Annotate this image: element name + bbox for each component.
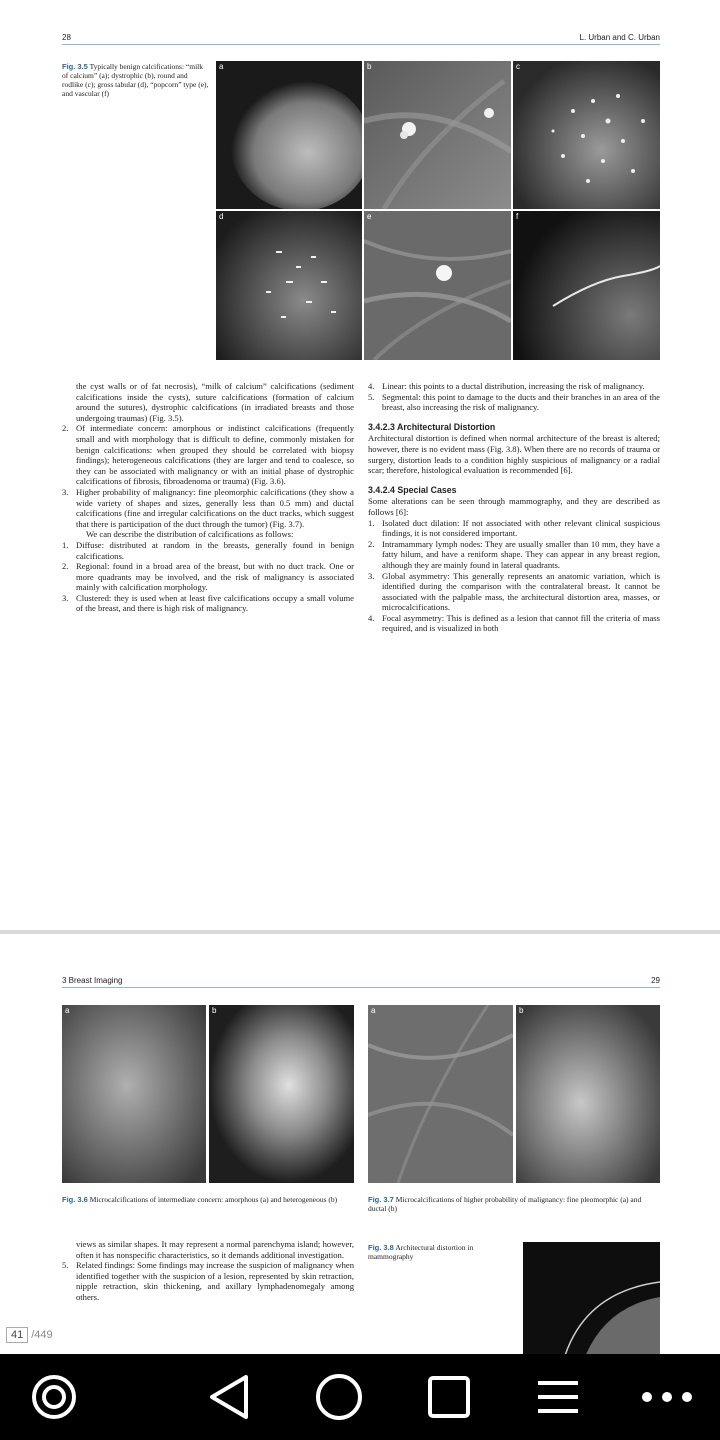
- list-item: 3. Global asymmetry: This generally represents an anatomic variation, which is identified during the comparison with the contralateral breast. It cannot be associated with the palpable mass, the architectural distortion area, masses, or microcalcifications.: [368, 570, 660, 613]
- mammogram-panel-3-7a: [368, 1005, 513, 1183]
- pdf-page-29: [0, 934, 720, 1354]
- home-icon: [313, 1371, 365, 1423]
- recents-icon: [423, 1371, 475, 1423]
- paragraph: Architectural distortion is defined when normal architecture of the breast is altered; however, there is no evident mass (Fig. 3.8). When there are no records of trauma or surgery, distortion leads to a condition highly suspicious of malignancy or a radial scar; therefore, histological evaluation is recommended [6].: [368, 433, 660, 476]
- figure-label: Fig. 3.8: [368, 1243, 394, 1252]
- more-button[interactable]: [637, 1367, 697, 1427]
- mammogram-image: [209, 1005, 354, 1183]
- list-item: 5. Segmental: this point to damage to the ducts and their branches in an area of the breast, also increasing the risk of malignancy.: [368, 391, 660, 413]
- panel-label: a: [371, 1006, 376, 1015]
- mammogram-image: [364, 61, 511, 209]
- section-heading: 3.4.2.4 Special Cases: [368, 484, 457, 495]
- mammogram-image: [368, 1005, 513, 1183]
- figure-label: Fig. 3.6: [62, 1195, 88, 1204]
- list-item: 5. Related findings: Some findings may increase the suspicion of malignancy when identified together with the suspicion of a lesion, represented by skin retraction, nipple retraction, skin thickening, and axillary lymphadenomegaly among others.: [62, 1260, 354, 1302]
- recents-button[interactable]: [419, 1367, 479, 1427]
- panel-label: a: [65, 1006, 70, 1015]
- mammogram-panel-3-8: [523, 1242, 660, 1354]
- panel-label: b: [367, 62, 372, 71]
- panel-label: a: [219, 62, 224, 71]
- mammogram-image: [216, 61, 362, 209]
- paragraph: the cyst walls or of fat necrosis), “milk of calcium” calcifications (sediment calcifications inside the cysts), suture calcifications (formation of calcium around the sutures), dystrophic calcifications (in irradiated breasts and those undergoing traumas) (Fig. 3.5).: [76, 381, 354, 423]
- mammogram-panel-e: [364, 211, 511, 360]
- figure-caption-text: Typically benign calcifications: “milk of calcium” (a); dystrophic (b), round and rodlike (c); gross tabular (d), “popcorn” type (e), and vascular (f): [62, 62, 209, 98]
- mammogram-panel-a: [216, 61, 362, 209]
- text-column-left: [62, 1239, 354, 1303]
- mammogram-panel-f: [513, 211, 660, 360]
- page-indicator[interactable]: [6, 1325, 53, 1345]
- running-header-authors: L. Urban and C. Urban: [579, 33, 660, 42]
- mammogram-image: [364, 211, 511, 360]
- list-item: 2. Regional: found in a broad area of the breast, but with no duct track. One or more quadrants may be involved, and the risk of malignancy is associated mainly with calcification morphology.: [62, 561, 354, 593]
- panel-label: d: [219, 212, 224, 221]
- navigation-bar: [0, 1354, 720, 1440]
- text-column-right: [368, 381, 660, 634]
- figure-caption: [368, 1243, 513, 1261]
- mammogram-panel-d: [216, 211, 362, 360]
- mammogram-panel-3-6a: [62, 1005, 206, 1183]
- mammogram-image: [513, 211, 660, 360]
- running-header-chapter: 3 Breast Imaging: [62, 976, 123, 985]
- back-icon: [204, 1371, 256, 1423]
- mammogram-panel-c: [513, 61, 660, 209]
- mammogram-image: [62, 1005, 206, 1183]
- mammogram-image: [523, 1242, 660, 1354]
- page-number: 29: [651, 976, 660, 985]
- menu-icon: [532, 1371, 584, 1423]
- figure-caption: [62, 62, 210, 98]
- home-button[interactable]: [309, 1367, 369, 1427]
- list-item: 2. Of intermediate concern: amorphous or indistinct calcifications (frequently small and with morphology that is difficult to define, commonly mistaken for benign calcifications: when grouped they should be correlated with biopsy findings); heterogeneous calcifications (they are larger and tend to coalesce, so they can be associated with malignancy or with an initial phase of dystrophic calcifications of fibrosis, fibroadenoma or trauma) (Fig. 3.6).: [62, 423, 354, 487]
- mammogram-panel-3-7b: [516, 1005, 660, 1183]
- figure-caption-text: Microcalcifications of higher probability of malignancy: fine pleomorphic (a) and ductal (b): [368, 1195, 642, 1213]
- total-pages: /449: [31, 1329, 53, 1341]
- mammogram-image: [516, 1005, 660, 1183]
- figure-caption: [62, 1195, 354, 1204]
- list-item: 3. Higher probability of malignancy: fine pleomorphic calcifications (they show a wide variety of shapes and sizes, generally less than 0.5 mm) and ductal calcifications (fine and irregular calcifications on the duct tracks, which suggest that there is participation of the duct through the tumor) (Fig. 3.7).: [62, 486, 354, 529]
- page-number: 28: [62, 33, 71, 42]
- mammogram-panel-3-6b: [209, 1005, 354, 1183]
- running-header: [62, 976, 660, 988]
- figure-caption-text: Microcalcifications of intermediate concern: amorphous (a) and heterogeneous (b): [89, 1195, 338, 1204]
- list-item: 1. Isolated duct dilation: If not associated with other relevant clinical suspicious findings, it is not considered important.: [368, 517, 660, 539]
- paragraph: views as similar shapes. It may represent a normal parenchyma island; however, often it has nonspecific characteristics, so it demands additional investigation.: [76, 1239, 354, 1260]
- panel-label: c: [516, 62, 520, 71]
- figure-caption-text: Architectural distortion in mammography: [368, 1243, 474, 1261]
- more-icon: [637, 1371, 697, 1423]
- section-heading: 3.4.2.3 Architectural Distortion: [368, 421, 496, 432]
- screen-record-icon: [28, 1371, 80, 1423]
- figure-label: Fig. 3.5: [62, 62, 88, 71]
- figure-label: Fig. 3.7: [368, 1195, 394, 1204]
- list-item: 3. Clustered: they is used when at least five calcifications occupy a small volume of the breast, and there is high risk of malignancy.: [62, 592, 354, 614]
- list-item: 4. Linear: this points to a ductal distribution, increasing the risk of malignancy.: [368, 381, 645, 391]
- list-item: 2. Intramammary lymph nodes: They are usually smaller than 10 mm, they have a fatty hilum, and have a reniform shape. They can appear in any breast region, although they are mainly found in lateral quadrants.: [368, 538, 660, 570]
- panel-label: b: [212, 1006, 217, 1015]
- text-column-left: [62, 381, 354, 614]
- list-item: 4. Focal asymmetry: This is defined as a lesion that cannot fill the criteria of mass required, and is visualized in both: [368, 612, 660, 634]
- panel-label: f: [516, 212, 519, 221]
- panel-label: b: [519, 1006, 524, 1015]
- screen-record-button[interactable]: [24, 1367, 84, 1427]
- back-button[interactable]: [200, 1367, 260, 1427]
- mammogram-panel-b: [364, 61, 511, 209]
- panel-label: e: [367, 212, 372, 221]
- paragraph: We can describe the distribution of calcifications as follows:: [86, 529, 294, 540]
- running-header: [62, 33, 660, 45]
- menu-button[interactable]: [528, 1367, 588, 1427]
- mammogram-image: [513, 61, 660, 209]
- list-item: 1. Diffuse: distributed at random in the breasts, generally found in benign calcifications.: [62, 539, 354, 561]
- current-page[interactable]: 41: [6, 1327, 28, 1343]
- mammogram-image: [216, 211, 362, 360]
- paragraph: Some alterations can be seen through mammography, and they are described as follows [6]:: [368, 496, 660, 517]
- figure-caption: [368, 1195, 660, 1213]
